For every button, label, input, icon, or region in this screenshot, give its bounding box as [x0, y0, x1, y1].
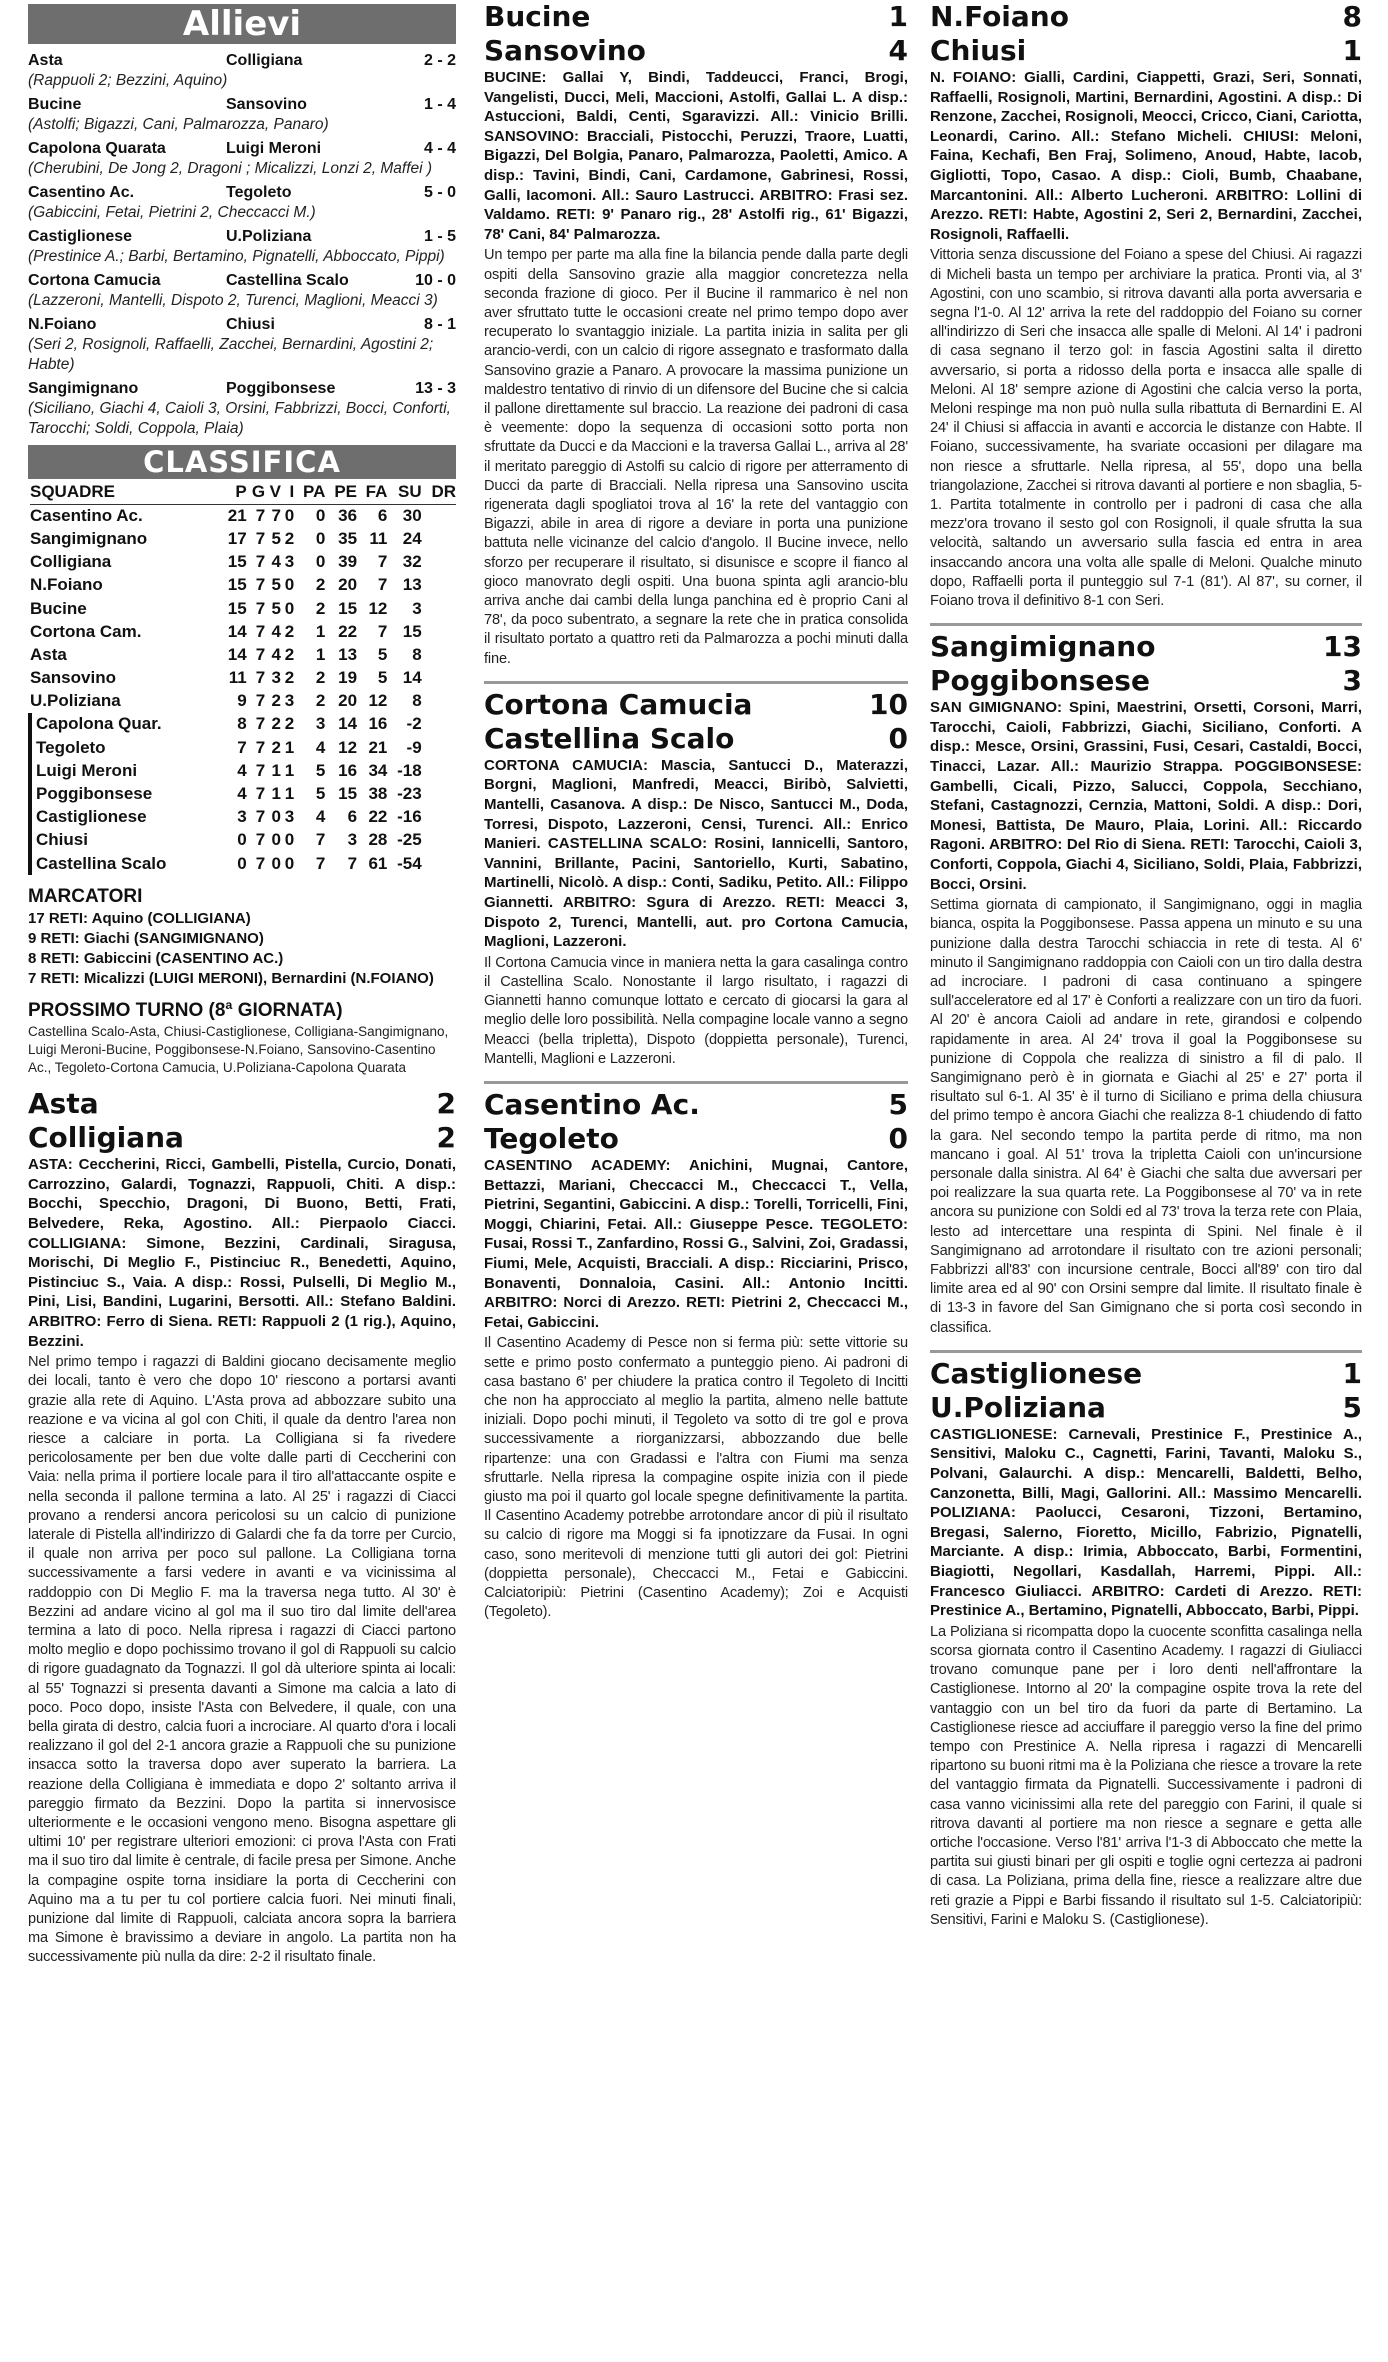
standings-cell: 12 [338, 737, 358, 757]
match-report [930, 623, 1362, 1338]
standings-cell: 5 [271, 575, 281, 595]
team-name: Colligiana [30, 552, 112, 572]
standings-cell: 2 [271, 691, 281, 711]
result-score: 4 - 4 [423, 140, 456, 157]
team-name: Capolona Quar. [30, 713, 220, 736]
standings-cell: 5 [315, 760, 326, 780]
standings-cell: 61 [368, 853, 388, 873]
match-away-team: Tegoleto [484, 1121, 619, 1155]
result-row [28, 94, 456, 115]
match-home-score: 13 [1323, 630, 1362, 664]
standings-cell: 3 [237, 807, 247, 827]
standings-cell: -54 [397, 853, 422, 873]
standings-cell: 8 [412, 691, 422, 711]
match-away-score: 4 [888, 34, 908, 67]
standings-cell: 5 [377, 668, 388, 688]
standings-cell: 1 [315, 644, 326, 664]
standings-cell: 14 [227, 621, 247, 641]
standings-cell: 7 [315, 853, 326, 873]
results-list [28, 50, 456, 439]
standings-cell: 28 [368, 830, 388, 850]
standings-cell: 34 [368, 760, 388, 780]
match-home-line [484, 1088, 908, 1122]
standings-cell: 7 [255, 714, 266, 734]
standings-row [30, 574, 456, 597]
result-score: 13 - 3 [415, 380, 456, 397]
standings-row [30, 736, 456, 759]
result-score: 8 - 1 [423, 316, 456, 333]
standings-table [28, 481, 456, 875]
result-away: Colligiana [226, 52, 303, 69]
standings-cell: 21 [227, 506, 247, 526]
match-home-score: 1 [1342, 1356, 1362, 1390]
standings-cell: 2 [315, 691, 326, 711]
match-away-team: Chiusi [930, 34, 1027, 67]
match-home-score: 2 [436, 1087, 456, 1121]
match-report [484, 681, 908, 1069]
standings-cell: 2 [315, 668, 326, 688]
standings-cell: 39 [338, 552, 358, 572]
match-away-team: Colligiana [28, 1121, 184, 1155]
standings-cell: 0 [315, 506, 326, 526]
match-home-line [484, 0, 908, 34]
standings-col-header: FA [357, 481, 387, 504]
team-name: Asta [30, 644, 67, 664]
standings-cell: 7 [315, 830, 326, 850]
match-away-line [28, 1121, 456, 1155]
match-home-team: N.Foiano [930, 0, 1069, 33]
standings-cell: 7 [347, 853, 358, 873]
result-home: Casentino Ac. [28, 184, 135, 201]
match-lineup: CASTIGLIONESE: Carnevali, Prestinice F., Prestinice A., Sensitivi, Maloku C., Cagnetti, Farini, Tavanti, Maloku S., Polvani, Galaurchi. A disp.: Mencarelli, Baldetti, Belho, Canzonetta, Billi, Magi, Gallorini. All.: Massimo Mencarelli. POLIZIANA: Paolucci, Cesaroni, Tizzoni, Bertamino, Bregasi, Salerno, Fioretto, Micillo, Fabrizio, Pignatelli, Marciante. A disp.: Irimia, Abboccato, Barbi, Formentini, Biagiotti, Negollari, Kasdallah, Harremi, Pippi. All.: Francesco Giuliacci. ARBITRO: Cardeti di Arezzo. RETI: Prestinice A., Bertamino, Pignatelli, Abboccato, Barbi, Pippi. [930, 1425, 1362, 1620]
standings-cell: 3 [347, 830, 358, 850]
standings-cell: 24 [402, 528, 422, 548]
standings-cell: 20 [338, 691, 358, 711]
team-name: Bucine [30, 598, 87, 618]
standings-cell: 12 [368, 691, 388, 711]
standings-col-header: P [220, 481, 246, 504]
standings-cell: 7 [377, 621, 388, 641]
match-home-line [484, 688, 908, 722]
standings-cell: 14 [338, 714, 358, 734]
standings-cell: 2 [284, 621, 295, 641]
standings-cell: -9 [406, 737, 422, 757]
scorer-entry: 8 RETI: Gabiccini (CASENTINO AC.) [28, 950, 284, 968]
standings-cell: 7 [255, 691, 266, 711]
prossimo-turno-title: PROSSIMO TURNO (8ª GIORNATA) [28, 1000, 343, 1022]
standings-row [30, 667, 456, 690]
result-row [28, 226, 456, 247]
standings-row [30, 759, 456, 782]
result-away: U.Poliziana [226, 228, 312, 245]
match-home-score: 8 [1342, 0, 1362, 33]
standings-cell: 5 [271, 528, 281, 548]
standings-cell: 4 [271, 621, 281, 641]
standings-cell: 7 [237, 737, 247, 757]
standings-cell: 0 [271, 807, 281, 827]
match-article: Il Casentino Academy di Pesce non si ferma più: sette vittorie su sette e primo posto confermato a punteggio pieno. Ai padroni di casa bastano 6' per chiudere la pratica contro il Tegoleto di Incitti che non ha approcciato al meglio la partita, almeno nelle battute iniziali. Dopo pochi minuti, il Tegoleto va sotto di tre gol e prova successivamente a riorganizzarsi, abbozzando due belle ripartenze: una con Gradassi e l'altra con Fiumi ma senza sfruttarle. Nella ripresa la compagine ospite inizia con il piede giusto ma poi il quarto gol locale spegne definitivamente la partita. Il Casentino Academy potrebbe arrotondare ancor di più il risultato su calcio di rigore ma Moggi si fa ipnotizzare da Fusai. In ogni caso, sono meritevoli di menzione tutti gli autori dei gol: Pietrini (doppietta personale), Checcacci M., Fetai e Gabiccini. Calciatoripiù: Pietrini (Casentino Academy); Zoi e Acquisti (Tegoleto). [484, 1335, 908, 1621]
result-row [28, 378, 456, 399]
match-report [484, 1081, 908, 1622]
standings-row [30, 597, 456, 620]
result-score: 1 - 4 [423, 96, 456, 113]
team-name: Casentino Ac. [30, 506, 143, 526]
standings-cell: 36 [338, 506, 358, 526]
match-report [930, 0, 1362, 611]
standings-cell: 7 [255, 598, 266, 618]
match-home-line [930, 0, 1362, 34]
standings-cell: 20 [338, 575, 358, 595]
standings-cell: 2 [315, 598, 326, 618]
standings-cell: 17 [227, 528, 247, 548]
result-away: Poggibonsese [226, 380, 336, 397]
standings-cell: 0 [271, 830, 281, 850]
standings-cell: 14 [227, 644, 247, 664]
standings-col-header: PA [294, 481, 325, 504]
standings-cell: 3 [412, 598, 422, 618]
result-row [28, 50, 456, 71]
standings-cell: 35 [338, 528, 358, 548]
standings-cell: 2 [284, 644, 295, 664]
team-name: Chiusi [30, 829, 220, 852]
standings-col-header: PE [325, 481, 357, 504]
standings-row [30, 806, 456, 829]
classifica-banner: CLASSIFICA [28, 445, 456, 479]
standings-cell: -18 [397, 760, 422, 780]
result-home: Cortona Camucia [28, 272, 161, 289]
standings-row [30, 782, 456, 805]
standings-cell: 2 [271, 737, 281, 757]
standings-cell: 2 [284, 714, 295, 734]
standings-cell: 13 [402, 575, 422, 595]
match-home-team: Asta [28, 1087, 99, 1121]
match-article: Nel primo tempo i ragazzi di Baldini giocano decisamente meglio dei locali, tanto è vero che dopo 10' riescono a portarsi avanti grazie alla rete di Aquino. L'Asta prova ad abbozzare subito una reazione e va vicina al gol con Chiti, il quale da dentro l'area non riesce a calciare in porta. La Colligiana si fa rivedere pericolosamente per ben due volte dalle parti di Ceccherini con Vaia: nella prima il portiere locale para il tiro all'attaccante ospite e nella seconda il pallone termina a lato. Al 25' i ragazzi di Ciacci provano a rendersi ancora pericolosi su un calcio di punizione laterale di Pistella all'indirizzo di Galardi che fa da torre per Curcio, il quale non arriva per poco sul pallone. La Colligiana torna successivamente a farsi vedere in avanti e va vicinissima al raddoppio con Di Meglio F. ma la traversa nega tutto. Al 30' è Bezzini ad andare vicino al gol ma il suo tiro dal limite dell'area termina a lato di poco. Nella ripresa i ragazzi di Ciacci partono molto meglio e dopo pochissimo trovano il gol di Rappuoli su calcio di rigore guadagnato da Tognazzi. Il gol dà ulteriore spinta ai locali: al 55' Tognazzi si presenta davanti a Simone ma calcia a lato di poco. Poco dopo, insiste l'Asta con Belvedere, il quale, con una bella girata di destro, calcia fuori a incrociare. Al quarto d'ora i locali realizzano il gol del 2-1 ancora grazie a Rappuoli che su punizione insacca sotto la traversa dopo aver superato la barriera. La reazione della Colligiana è immediata e dopo 2' soltanto arriva il pareggio firmato da Bezzini. Dopo la partita si innervosisce ulteriormente e le occasioni vengono meno. Bisogna aspettare gli ultimi 10' per registrare ulteriori emozioni: ci prova l'Asta con Frati ma il suo tiro dal limite è centrale, di facile presa per Simone. Anche la compagine ospite torna insidiare la porta di Ceccherini con Aquino ma a tu per tu col portiere calcia fuori. Nei minuti finali, punizione dal limite di Rappuoli, calciata ancora sopra la barriera ma Simone è bravissimo a deviare in angolo. La partita non ha successivamente più nulla da dire: 2-2 il risultato finale. [28, 1354, 456, 1966]
standings-cell: 7 [255, 552, 266, 572]
match-away-line [930, 1391, 1362, 1425]
standings-cell: 7 [255, 737, 266, 757]
match-home-team: Cortona Camucia [484, 687, 753, 721]
result-home: Bucine [28, 96, 82, 113]
result-row [28, 314, 456, 335]
standings-header [30, 481, 456, 504]
result-score: 10 - 0 [415, 272, 456, 289]
standings-cell: 12 [368, 598, 388, 618]
scorer-entry: 17 RETI: Aquino (COLLIGIANA) [28, 910, 251, 928]
match-article: Vittoria senza discussione del Foiano a spese del Chiusi. Ai ragazzi di Micheli basta un tempo per archiviare la pratica. Pronti via, al 3' Agostini, con uno scambio, si ritrova davanti alla porta avversaria e segna l'1-0. Al 12' arriva la rete del raddoppio del Foiano su corner all'indirizzo di Seri che insacca alle spalle di Meloni. Al 14' i padroni di casa segnano il terzo gol: in fascia Agostini salta il diretto avversario, si porta a ridosso della porta e insacca alle spalle di Meloni. Al 18' sempre azione di Agostini che calcia verso la porta, Meloni respinge ma non può nulla sulla ribattuta di Bernardini E. Al 24' il Chiusi si affaccia in avanti e accorcia le distanze con Habte. Il Foiano, successivamente, ha svariate occasioni per dilagare ma non riesce a sfruttarle. Nella ripresa, al 55', dopo una bella triangolazione, Zacchei si ritrova davanti al portiere e non sbaglia, 5-1. Partita totalmente in controllo per i padroni di casa che alla mezz'ora trovano il sesto gol con Rosignoli, il quale sfrutta la sua velocità, saltando un avversario sulla fascia ed entra in area insaccando ancora una volta alle spalle di Meloni. Qualche minuto dopo, Raffaelli porta il punteggio sul 7-1 (81'). Al 87', su corner, il Foiano trova il definitivo 8-1 con Seri. [930, 247, 1362, 609]
match-lineup: BUCINE: Gallai Y, Bindi, Taddeucci, Franci, Brogi, Vangelisti, Ducci, Meli, Maccioni, Astolfi, Gallai L. A disp.: Astuccioni, Baldi, Centi, Sgaravizzi. All.: Vinicio Brilli. SANSOVINO: Bracciali, Pistocchi, Peruzzi, Traore, Luatti, Bigazzi, Del Bolgia, Panaro, Palmarozza, Paoletti, Amico. A disp.: Tavini, Bindi, Cani, Cardamone, Gabrinesi, Rossi, Galli, Iacomoni. All.: Sauro Lastrucci. ARBITRO: Frasi sez. Valdamo. RETI: 9' Panaro rig., 28' Astolfi rig., 61' Bigazzi, 78' Cani, 84' Palmarozza. [484, 69, 908, 243]
result-scorers: (Rappuoli 2; Bezzini, Aquino) [28, 72, 228, 89]
match-away-line [484, 34, 908, 68]
standings-row [30, 690, 456, 713]
result-home: Capolona Quarata [28, 140, 166, 157]
standings-cell: 4 [237, 784, 247, 804]
standings-row [30, 551, 456, 574]
match-home-team: Bucine [484, 0, 591, 33]
match-away-line [930, 34, 1362, 68]
standings-cell: 7 [255, 506, 266, 526]
standings-cell: 4 [237, 760, 247, 780]
standings-cell: 1 [271, 760, 281, 780]
standings-col-header: SU [387, 481, 421, 504]
team-name: N.Foiano [30, 575, 103, 595]
prossimo-turno-text: Castellina Scalo-Asta, Chiusi-Castiglionese, Colligiana-Sangimignano, Luigi Meroni-Bucine, Poggibonsese-N.Foiano, Sansovino-Casentino Ac., Tegoleto-Cortona Camucia, U.Poliziana-Capolona Quarata [28, 1024, 449, 1076]
match-article: Il Cortona Camucia vince in maniera netta la gara casalinga contro il Castellina Scalo. Nonostante il largo risultato, i ragazzi di Giannetti hanno comunque lottato e cercato di giocarsi la gara al meglio delle loro possibilità. Nella compagine locale vanno a segno Meacci (bella tripletta), Dispoto (doppietta personale), Turenci, Mantelli, Maglioni e Lazzeroni. [484, 954, 908, 1067]
standings-row [30, 852, 456, 875]
match-away-team: U.Poliziana [930, 1390, 1106, 1424]
match-away-team: Castellina Scalo [484, 721, 735, 755]
standings-cell: 7 [271, 506, 281, 526]
match-away-line [484, 1122, 908, 1156]
standings-cell: 13 [338, 644, 358, 664]
standings-col-header: SQUADRE [30, 481, 220, 504]
match-away-score: 1 [1342, 34, 1362, 67]
standings-cell: 3 [284, 552, 295, 572]
standings-cell: 8 [412, 644, 422, 664]
standings-cell: 3 [284, 807, 295, 827]
standings-cell: 15 [227, 598, 247, 618]
result-scorers: (Seri 2, Rosignoli, Raffaelli, Zacchei, Bernardini, Agostini 2; Habte) [28, 336, 434, 373]
result-away: Castellina Scalo [226, 272, 349, 289]
standings-cell: 21 [368, 737, 388, 757]
match-home-line [28, 1087, 456, 1121]
standings-cell: 3 [315, 714, 326, 734]
result-scorers: (Gabiccini, Fetai, Pietrini 2, Checcacci M.) [28, 204, 316, 221]
standings-cell: 0 [271, 853, 281, 873]
result-row [28, 138, 456, 159]
standings-cell: 7 [255, 807, 266, 827]
match-report [484, 0, 908, 669]
match-home-line [930, 630, 1362, 664]
team-name: Luigi Meroni [30, 759, 220, 782]
standings-cell: 19 [338, 668, 358, 688]
team-name: Sangimignano [30, 528, 148, 548]
standings-cell: 0 [284, 575, 295, 595]
standings-cell: 3 [271, 668, 281, 688]
standings-cell: 16 [368, 714, 388, 734]
standings-cell: 7 [255, 644, 266, 664]
standings-cell: 7 [255, 621, 266, 641]
match-away-score: 5 [1342, 1390, 1362, 1424]
standings-cell: -23 [397, 784, 422, 804]
match-lineup: ASTA: Ceccherini, Ricci, Gambelli, Pistella, Curcio, Donati, Carrozzino, Galardi, Tognazzi, Rappuoli, Chiti. A disp.: Bocchi, Specchio, Dragoni, Di Buono, Betti, Frati, Belvedere, Reka, Agostino. All.: Pierpaolo Ciacci. COLLIGIANA: Simone, Bezzini, Cardinali, Siragusa, Morischi, Di Meglio F., Pistinciuc R., Benedetti, Aquino, Pistinciuc S., Vaia. A disp.: Rossi, Pulselli, Di Meglio M., Pini, Lisi, Bandini, Lugarini, Bersotti. All.: Stefano Baldini. ARBITRO: Ferro di Siena. RETI: Rappuoli 2 (1 rig.), Aquino, Bezzini. [28, 1156, 456, 1350]
standings-cell: 22 [338, 621, 358, 641]
column-left [28, 0, 456, 1968]
standings-col-header: G [247, 481, 265, 504]
standings-cell: 0 [284, 598, 295, 618]
result-home: N.Foiano [28, 316, 97, 333]
standings-cell: 0 [284, 506, 295, 526]
standings-cell: 1 [284, 784, 295, 804]
standings-cell: 0 [315, 552, 326, 572]
standings-cell: 8 [237, 714, 247, 734]
standings-cell: 6 [377, 506, 388, 526]
match-lineup: SAN GIMIGNANO: Spini, Maestrini, Orsetti, Corsoni, Marri, Tarocchi, Caioli, Fabbrizzi, Giachi, Siciliano, Conforti. A disp.: Mesce, Orsini, Grassini, Fusi, Cesari, Castaldi, Bocci, Tinacci, Lazar. All.: Maurizio Strappa. POGGIBONSESE: Gambelli, Cicali, Pizzo, Salucci, Coppola, Secchiano, Stefani, Castagnozzi, Cernzia, Mattoni, Soldi. A disp.: Dori, Monesi, Battista, De Mauro, Plaia, Lorini. All.: Riccardo Ragoni. ARBITRO: Del Rio di Siena. RETI: Tarocchi, Caioli 3, Conforti, Coppola, Giachi 4, Siciliano, Soldi, Plaia, Fabbrizzi, Bocci, Orsini. [930, 699, 1362, 893]
standings-cell: 0 [284, 853, 295, 873]
result-away: Tegoleto [226, 184, 292, 201]
standings-cell: 15 [338, 784, 358, 804]
standings-cell: -2 [406, 714, 422, 734]
result-home: Castiglionese [28, 228, 133, 245]
team-name: Poggibonsese [30, 782, 220, 805]
standings-cell: 1 [284, 737, 295, 757]
standings-row [30, 527, 456, 550]
match-home-team: Sangimignano [930, 630, 1156, 664]
standings-cell: 1 [271, 784, 281, 804]
match-article: La Poliziana si ricompatta dopo la cuocente sconfitta casalinga nella scorsa giornata contro il Casentino Academy. I ragazzi di Giuliacci trovano comunque pane per i loro denti nell'affrontare la Castiglionese. Intorno al 20' la compagine ospite trova la rete del vantaggio con un bel tiro da fuori da parte di Bertamino. La Castiglionese riesce ad acciuffare il pareggio verso la fine del primo tempo con Prestinice A. Nella ripresa i ragazzi di Mencarelli ripartono su buoni ritmi ma è la Poliziana che riesce a trovare la rete del vantaggio firmata da Pignatelli. Successivamente i padroni di casa vanno vicinissimi alla rete del pareggio con Farini, il quale si ritrova davanti al portiere ma non riesce a segnare e getta alle ortiche l'occasione. Verso l'81' arriva l'1-3 di Abboccato che mette la partita sui giusti binari per gli ospiti e toglie ogni certezza ai padroni di casa. La Poliziana, prima della fine, riesce a realizzare altre due reti grazie a Pippi e Barbi fissando il risultato sul 1-5. Calciatoripiù: Sensitivi, Farini e Maloku S. (Castiglionese). [930, 1623, 1362, 1928]
standings-cell: 7 [255, 760, 266, 780]
standings-cell: 7 [255, 784, 266, 804]
allievi-banner: Allievi [28, 4, 456, 44]
standings-cell: 38 [368, 784, 388, 804]
standings-cell: 7 [255, 830, 266, 850]
standings-cell: 2 [284, 668, 295, 688]
standings-cell: 7 [377, 575, 388, 595]
standings-cell: 5 [315, 784, 326, 804]
match-away-line [930, 664, 1362, 698]
match-home-score: 10 [869, 687, 908, 721]
match-lineup: N. FOIANO: Gialli, Cardini, Ciappetti, Grazi, Seri, Sonnati, Raffaelli, Rosignoli, Martini, Bernardini, Agostini. A disp.: Di Renzone, Zacchei, Rosignoli, Meocci, Cricco, Ciani, Cariotta, Leonardi, Carino. All.: Stefano Micheli. CHIUSI: Meloni, Faina, Kechafi, Ben Fraj, Solimeno, Anoud, Habte, Iacob, Gigliotti, Topo, Casao. A disp.: Cioli, Bumb, Chaabane, Marcantonini. All.: Alberto Lucheroni. ARBITRO: Lollini di Arezzo. RETI: Habte, Agostini 2, Seri 2, Bernardini, Zacchei, Rosignoli, Raffaelli. [930, 69, 1362, 243]
standings-cell: 2 [315, 575, 326, 595]
match-away-team: Poggibonsese [930, 664, 1150, 698]
team-name: Cortona Cam. [30, 621, 142, 641]
standings-cell: 0 [284, 830, 295, 850]
match-lineup: CORTONA CAMUCIA: Mascia, Santucci D., Materazzi, Borgni, Maglioni, Manfredi, Meacci, Biribò, Salvietti, Mantelli, Casanova. A disp.: De Nisco, Santucci M., Doda, Torresi, Dispoto, Lazzeroni, Censi, Turenci. All.: Enrico Manieri. CASTELLINA SCALO: Rosini, Iannicelli, Santoro, Vannini, Brillante, Pacini, Santoriello, Kurti, Sabatino, Martinelli, Nicolò. A disp.: Conti, Sadiku, Petito. All.: Filippo Giannetti. ARBITRO: Sgura di Arezzo. RETI: Meacci 3, Dispoto 2, Turenci, Mantelli, aut. pro Cortona Camucia, Maglioni, Lazzeroni. [484, 756, 908, 951]
team-name: U.Poliziana [30, 691, 121, 711]
match-away-score: 3 [1342, 664, 1362, 698]
standings-cell: 7 [255, 575, 266, 595]
standings-cell: 2 [271, 714, 281, 734]
match-article: Un tempo per parte ma alla fine la bilancia pende dalla parte degli ospiti della Sansovino grazie alla maggior concretezza nella seconda frazione di gioco. Per il Bucine il rammarico è nel non aver sfruttato tutte le occasioni create nel primo tempo dopo aver recuperato lo svantaggio iniziale. La partita inizia in salita per gli arancio-verdi, con un calcio di rigore assegnato e trasformato dalla Sansovino grazie a Panaro. A provocare la massima punizione un maldestro tentativo di rinvio di un difensore del Bucine che si calcia il pallone direttamente sul braccio. La reazione dei padroni di casa è veemente: dopo la sequenza di occasioni sotto porta non sfruttate da Ducci e da Maccioni e la traversa Gallai L., arriva al 28' il meritato pareggio di Astolfi su calcio di rigore per atterramento di Ducci da parte di Bracciali. Nella ripresa una Sansovino uscita rigenerata dagli spogliatoi trova al 16' la rete del vantaggio con Bigazzi, abile in area di rigore a deviare in porta una punizione battuta nelle vicinanze del calcio d'angolo. Il Bucine invece, nello sforzo per recuperare il risultato, si disunisce e scopre il fianco al gioco manovrato degli ospiti. Una buona spinta agli arancio-blu arriva anche dai cambi della lunga panchina ed è proprio Cani al 78', da poco subentrato, a segnare la rete che in pratica consolida il risultato portato a quattro reti da Palmarozza a pochi minuti dalla fine. [484, 247, 908, 667]
standings-cell: 4 [315, 737, 326, 757]
result-scorers: (Astolfi; Bigazzi, Cani, Palmarozza, Panaro) [28, 116, 329, 133]
result-score: 5 - 0 [423, 184, 456, 201]
match-home-team: Castiglionese [930, 1356, 1143, 1390]
result-row [28, 270, 456, 291]
result-scorers: (Siciliano, Giachi 4, Caioli 3, Orsini, Fabbrizzi, Bocci, Conforti, Tarocchi; Soldi, Coppola, Plaia) [28, 400, 451, 437]
match-home-team: Casentino Ac. [484, 1087, 700, 1121]
standings-cell: 11 [228, 668, 247, 688]
standings-cell: 16 [338, 760, 358, 780]
result-scorers: (Cherubini, De Jong 2, Dragoni ; Micalizzi, Lonzi 2, Maffei ) [28, 160, 433, 177]
standings-cell: 9 [237, 691, 247, 711]
marcatori-list [28, 909, 456, 989]
match-report [28, 1087, 456, 1967]
result-scorers: (Lazzeroni, Mantelli, Dispoto 2, Turenci, Maglioni, Meacci 3) [28, 292, 438, 309]
standings-col-header: V [265, 481, 281, 504]
result-away: Luigi Meroni [226, 140, 322, 157]
standings-cell: -25 [397, 830, 422, 850]
standings-cell: 5 [377, 644, 388, 664]
standings-cell: 4 [271, 644, 281, 664]
team-name: Tegoleto [30, 736, 220, 759]
team-name: Sansovino [30, 668, 116, 688]
column-center [484, 0, 908, 1622]
standings-cell: 7 [377, 552, 388, 572]
result-score: 2 - 2 [423, 52, 456, 69]
result-home: Sangimignano [28, 380, 139, 397]
standings-cell: 15 [227, 552, 247, 572]
standings-cell: 7 [255, 853, 266, 873]
match-away-team: Sansovino [484, 34, 646, 67]
match-article: Settima giornata di campionato, il Sangimignano, oggi in maglia bianca, ospita la Poggibonsese. Passa appena un minuto e su una punizione dalla destra Tarocchi schiaccia in rete di testa. Al 6' minuto il Sangimignano raddoppia con Caioli con un tiro dalla destra ad incrociare. I padroni di casa continuano a spingere sull'acceleratore ed al 17' è Conforti a realizzare con un tiro da fuori. Al 20' è ancora Caioli ad andare in rete, girandosi e colpendo rapidamente in area. Al 24' trova il goal la Poggibonsese su punizione di Coppola che realizza di sinistro a fil di palo. Il Sangimignano però è in giornata e Giachi al 25' e 27' porta il risultato sul 6-1. Al 35' è il turno di Siciliano e prima della chiusura del primo tempo è ancora Giachi che realizza 8-1 chiudendo di fatto la gara. Nel secondo tempo la partita perde di ritmo, ma non mancano i goal. Al 51' trova la tripletta Caioli con un'incursione personale dalla sinistra. Al 64' è Giachi che salta due avversari per poi realizzare la sua quarta rete. La Poggibonsese al 70' va in rete ancora su punizione con Soldi ed al 73' trova la terza rete con Plaia, lesto ad intercettare una respinta di Spini. Nel finale è il Sangimignano ad arrotondare il risultato con tre azioni personali; Fabbrizzi all'83' con incursione centrale, Bocci all'89' con tiro dal limite area ed al 90' con Orsini sempre dal limite. Il risultato finale è di 13-3 in favore del San Gimignano che si porta così secondo in classifica. [930, 897, 1362, 1336]
standings-cell: 15 [402, 621, 422, 641]
team-name: Castellina Scalo [30, 852, 220, 875]
standings-cell: 2 [284, 528, 295, 548]
standings-col-header: I [281, 481, 294, 504]
result-row [28, 182, 456, 203]
standings-row [30, 620, 456, 643]
standings-cell: 15 [338, 598, 358, 618]
result-away: Chiusi [226, 316, 275, 333]
match-away-line [484, 722, 908, 756]
standings-cell: 3 [284, 691, 295, 711]
match-away-score: 2 [436, 1121, 456, 1155]
standings-cell: 14 [402, 668, 422, 688]
standings-cell: 15 [227, 575, 247, 595]
team-name: Castiglionese [30, 806, 220, 829]
standings-row [30, 504, 456, 527]
result-score: 1 - 5 [423, 228, 456, 245]
match-away-score: 0 [888, 1121, 908, 1155]
result-home: Asta [28, 52, 63, 69]
marcatori-title: MARCATORI [28, 886, 143, 908]
standings-cell: 32 [402, 552, 422, 572]
standings-col-header: DR [422, 481, 456, 504]
result-scorers: (Prestinice A.; Barbi, Bertamino, Pignatelli, Abboccato, Pippi) [28, 248, 445, 265]
standings-cell: 1 [315, 621, 326, 641]
standings-cell: 4 [315, 807, 326, 827]
standings-cell: 1 [284, 760, 295, 780]
standings-cell: 7 [255, 668, 266, 688]
result-away: Sansovino [226, 96, 307, 113]
column-right [930, 0, 1362, 1930]
match-home-line [930, 1357, 1362, 1391]
match-away-score: 0 [888, 721, 908, 755]
standings-cell: 11 [369, 528, 388, 548]
match-home-score: 5 [888, 1087, 908, 1121]
standings-cell: 22 [368, 807, 388, 827]
standings-row [30, 829, 456, 852]
standings-cell: 0 [237, 853, 247, 873]
match-report [930, 1350, 1362, 1930]
standings-row [30, 643, 456, 666]
standings-cell: 30 [402, 506, 422, 526]
scorer-entry: 9 RETI: Giachi (SANGIMIGNANO) [28, 930, 264, 948]
standings-cell: -16 [397, 807, 422, 827]
standings-cell: 0 [237, 830, 247, 850]
match-lineup: CASENTINO ACADEMY: Anichini, Mugnai, Cantore, Bettazzi, Mariani, Checcacci M., Checcacci T., Vella, Pietrini, Segantini, Gabiccini. A disp.: Torelli, Torricelli, Fini, Moggi, Chiarini, Fetai. All.: Giuseppe Pesce. TEGOLETO: Fusai, Rossi T., Zanfardino, Rossi G., Salvini, Zoi, Gradassi, Fiumi, Mele, Acquisti, Bracciali. A disp.: Ricciarini, Prisco, Bonaventi, Donnaloia, Casini. All.: Antonio Incitti. ARBITRO: Norci di Arezzo. RETI: Pietrini 2, Checcacci M., Fetai, Gabiccini. [484, 1156, 908, 1331]
standings-cell: 0 [315, 528, 326, 548]
scorer-entry: 7 RETI: Micalizzi (LUIGI MERONI), Bernardini (N.FOIANO) [28, 970, 434, 988]
standings-cell: 4 [271, 552, 281, 572]
standings-cell: 6 [347, 807, 358, 827]
standings-cell: 5 [271, 598, 281, 618]
match-home-score: 1 [888, 0, 908, 33]
standings-cell: 7 [255, 528, 266, 548]
standings-row [30, 713, 456, 736]
